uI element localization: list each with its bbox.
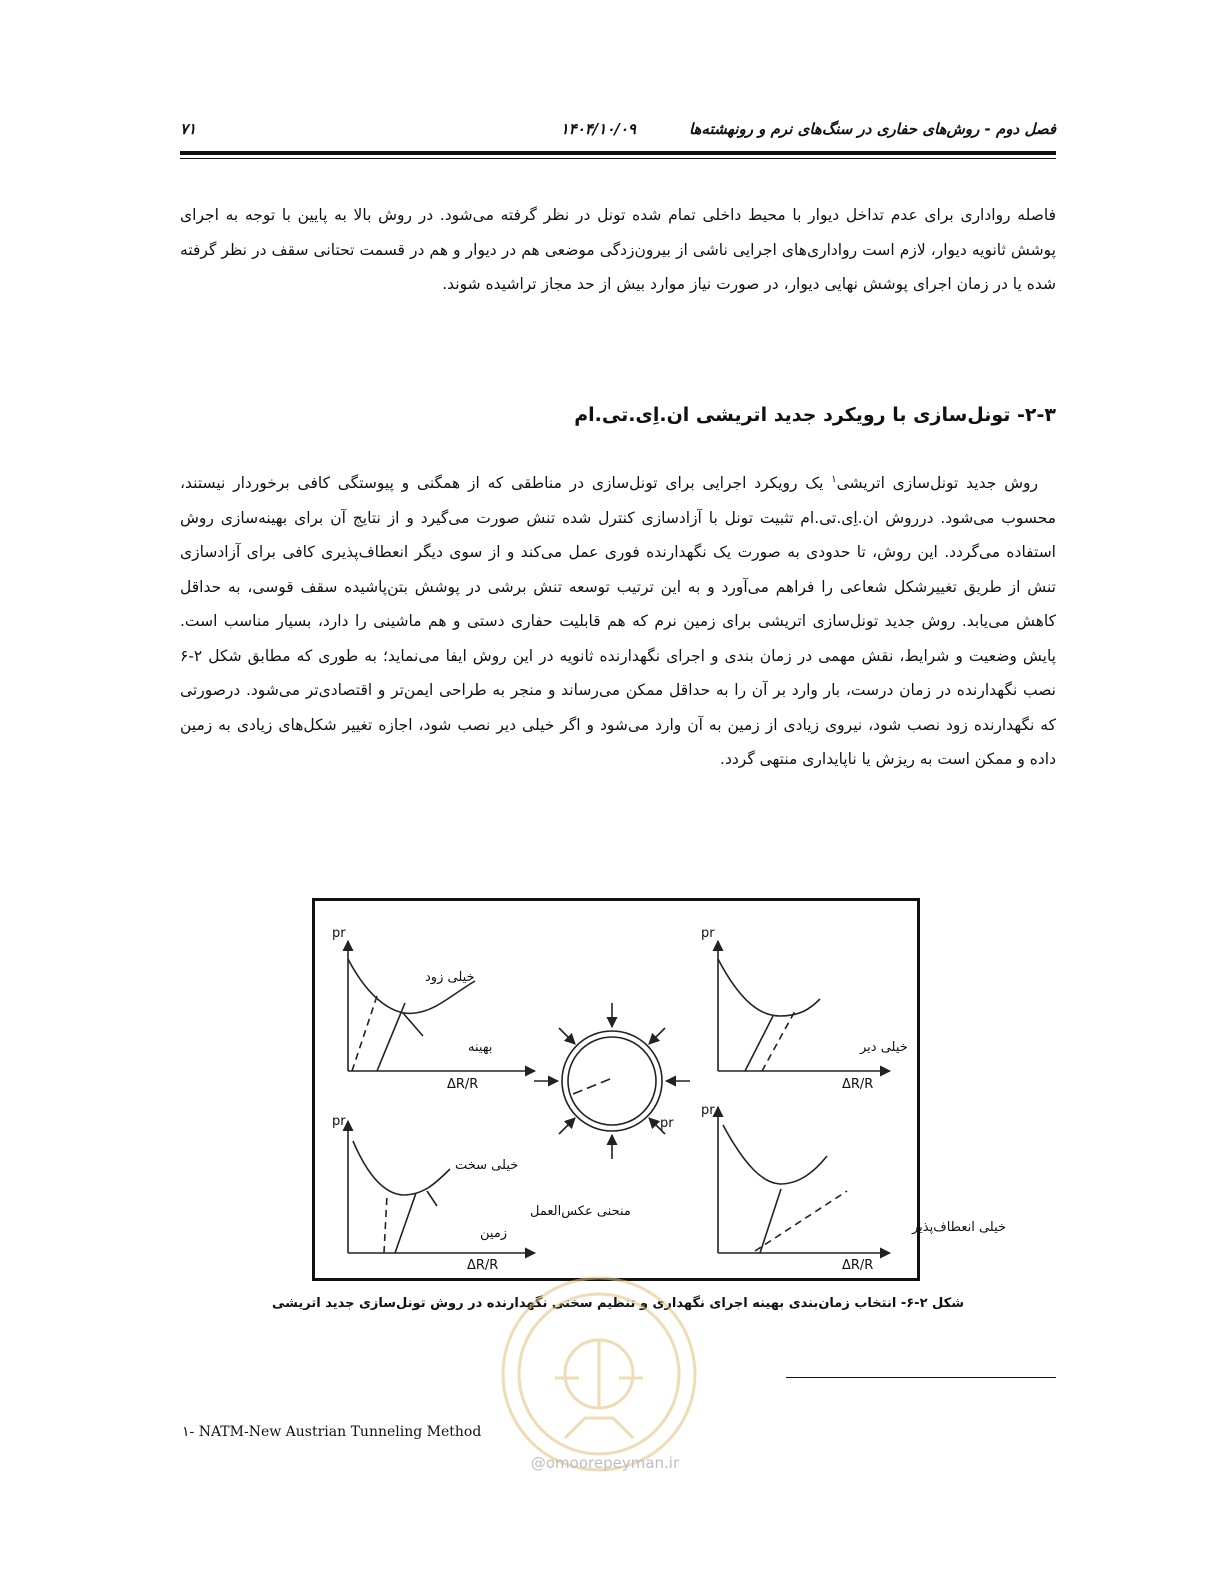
ground-reaction-curve	[718, 959, 820, 1016]
support-line	[745, 1016, 773, 1071]
ground-reaction-curve	[723, 1125, 827, 1184]
header-rule	[180, 151, 1056, 155]
panel-bottom-right	[718, 1107, 890, 1253]
figure-frame	[312, 898, 1007, 1281]
running-header	[180, 118, 1056, 148]
label-very-stiff: خیلی سخت	[455, 1158, 519, 1173]
figure-caption: شکل ۲-۶- انتخاب زمان‌بندی بهینه اجرای نگهداری و تنظیم سختی نگهدارنده در روش تونل‌سازی جدید اتریشی	[271, 1296, 964, 1311]
label-very-early: خیلی زود	[425, 970, 475, 985]
pressure-arrow	[559, 1118, 575, 1134]
label-very-late: خیلی دیر	[860, 1040, 908, 1055]
tunnel-inner-ring	[568, 1037, 656, 1125]
x-axis-label: ΔR/R	[467, 1258, 499, 1273]
late-support-line	[762, 1011, 795, 1071]
footnote-rule	[786, 1377, 1056, 1378]
page-number: ۷۱	[180, 120, 197, 138]
watermark-seal-icon	[495, 1268, 703, 1480]
y-axis-label: pr	[701, 1103, 715, 1118]
center-pressure-label: pr	[660, 1116, 674, 1131]
paragraph-2-start: روش جدید تونل‌سازی اتریشی	[836, 474, 1038, 492]
support-line	[395, 1193, 416, 1253]
label-very-flexible: خیلی انعطاف‌پذیر	[912, 1220, 1007, 1235]
footnote: ۱- NATM-New Austrian Tunneling Method	[182, 1424, 482, 1440]
paragraph-2-rest: یک رویکرد اجرایی برای تونل‌سازی در مناطقی که از همگنی و پیوستگی کافی برخوردار نیستند، محسوب می‌شود. درروش ان.اِی.تی.ام تثبیت تونل با آزادسازی کنترل شده تنش صورت می‌گیرد و از نتایج آن برای بهینه‌سازی روش استفاده می‌گردد. این روش، تا حدودی به صورت یک نگهدارنده فوری عمل می‌کند و از سوی دیگر انعطاف‌پذیری کافی برای آزادسازی تنش از طریق تغییرشکل شعاعی را فراهم می‌آورد و به این ترتیب توسعه تنش برشی در پوشش بتن‌پاشیده سقف قوسی، به حداقل کاهش می‌یابد. روش جدید تونل‌سازی اتریشی برای زمین نرم که هم قابلیت حفاری دستی و هم ماشینی را دارد، بسیار مناسب است. پایش وضعیت و شرایط، نقش مهمی در زمان بندی و اجرای نگهدارنده ثانویه در این روش ایفا می‌نماید؛ به طوری که مطابق شکل ۲-۶ نصب نگهدارنده در زمان درست، بار وارد بر آن را به حداقل ممکن می‌رساند و منجر به طراحی ایمن‌تر و اقتصادی‌تر می‌شود. درصورتی که نگهدارنده زود نصب شود، نیروی زیادی از زمین به آن وارد می‌شود و اگر خیلی دیر نصب شود، اجازه تغییر شکل‌های زیادی به زمین داده و ممکن است به ریزش یا ناپایداری منتهی گردد.	[180, 474, 1056, 768]
curve-leader-line	[427, 1191, 437, 1206]
tunnel-cross-section	[534, 1003, 690, 1159]
ground-reaction-figure	[315, 901, 1007, 1278]
panel-top-left	[348, 941, 535, 1071]
flexible-support-line	[755, 1191, 847, 1251]
optimal-support-line	[377, 1003, 405, 1071]
y-axis-label: pr	[332, 926, 346, 941]
section-heading: ۲-۳- تونل‌سازی با رویکرد جدید اتریشی ان.اِی.تی.ام	[574, 404, 1056, 426]
pressure-arrow	[559, 1028, 575, 1044]
paragraph-2	[180, 466, 1056, 777]
stiff-support-line	[384, 1195, 387, 1253]
tunnel-outer-ring	[562, 1031, 662, 1131]
x-axis-label: ΔR/R	[842, 1077, 874, 1092]
y-axis-label: pr	[332, 1114, 346, 1129]
radius-line	[573, 1079, 610, 1094]
ground-reaction-curve	[353, 1141, 450, 1195]
x-axis-label: ΔR/R	[447, 1077, 479, 1092]
y-axis-label: pr	[701, 926, 715, 941]
header-chapter-title: فصل دوم - روش‌های حفاری در سنگ‌های نرم و رونهشته‌ها	[688, 120, 1056, 138]
support-line	[760, 1189, 781, 1253]
ground-reaction-curve	[348, 959, 475, 1013]
x-axis-label: ΔR/R	[842, 1258, 874, 1273]
paragraph-1: فاصله رواداری برای عدم تداخل دیوار با محیط داخلی تمام شده تونل در نظر گرفته می‌شود. در روش بالا به پایین با توجه به اجرای پوشش ثانویه دیوار، لازم است رواداری‌های اجرایی ناشی از بیرون‌زدگی موضعی هم در دیوار و هم در قسمت تحتانی سقف در نظر گرفته شده یا در زمان اجرای پوشش نهایی دیوار، در صورت نیاز موارد بیش از حد مجاز تراشیده شوند.	[180, 206, 1056, 293]
label-optimal: بهینه	[468, 1040, 493, 1055]
label-ground-reaction-curve: منحنی عکس‌العمل	[530, 1204, 631, 1219]
early-support-line	[352, 996, 377, 1071]
optimal-leader-line	[403, 1013, 423, 1036]
label-ground: زمین	[480, 1226, 508, 1241]
header-date: ۱۴۰۴/۱۰/۰۹	[560, 120, 636, 138]
watermark-site: @omoorepeyman.ir	[530, 1454, 680, 1472]
footnote-reference: ۱	[831, 473, 837, 485]
header-rule-thin	[180, 158, 1056, 159]
pressure-arrow	[649, 1028, 665, 1044]
